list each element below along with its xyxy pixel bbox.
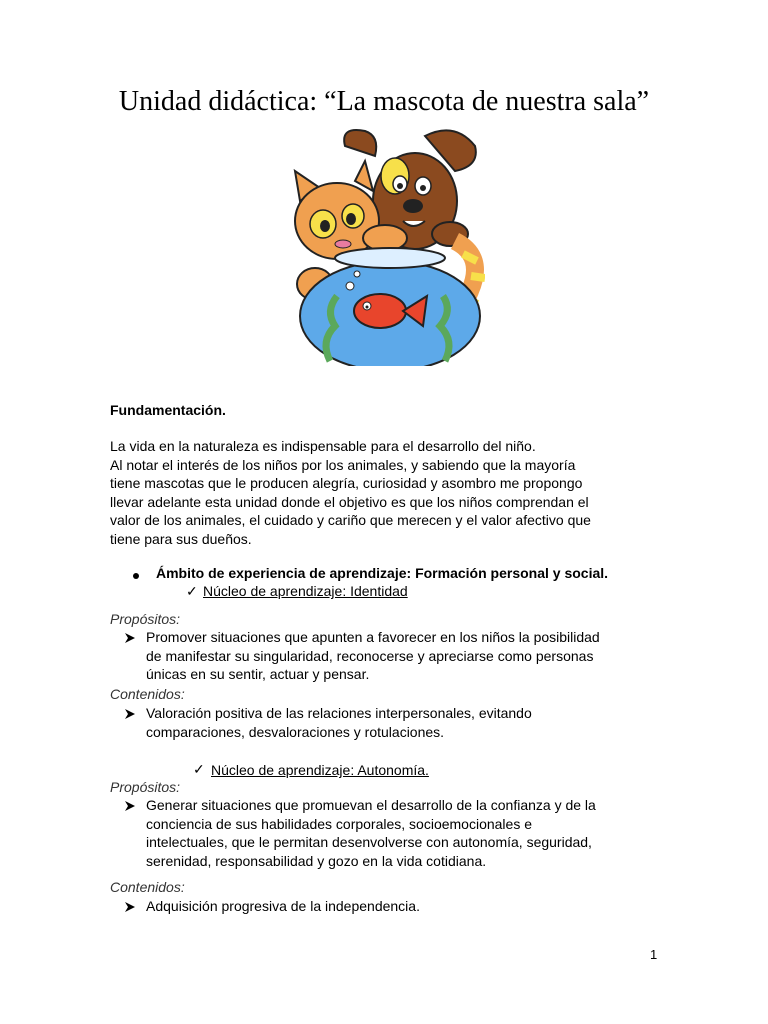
propositos-identidad-item (146, 628, 600, 684)
page-number: 1 (650, 947, 658, 962)
contenidos-label: Contenidos: (110, 686, 185, 702)
fundamentacion-paragraph (110, 437, 670, 548)
paragraph-line: tiene para sus dueños. (110, 530, 252, 547)
list-line: comparaciones, desvaloraciones y rotulaciones. (146, 723, 445, 740)
list-line: intelectuales, que le permitan desenvolverse con autonomía, seguridad, (146, 834, 592, 850)
contenidos-label: Contenidos: (110, 879, 185, 895)
propositos-label: Propósitos: (110, 779, 181, 795)
document-title: Unidad didáctica: “La mascota de nuestra sala” (118, 86, 650, 117)
paragraph-line: Al notar el interés de los niños por los animales, y sabiendo que la mayoría (110, 456, 576, 473)
checkmark-icon: ✓ (193, 761, 205, 777)
nucleo-identidad-title: Núcleo de aprendizaje: Identidad (203, 583, 408, 599)
arrow-bullet-icon (124, 706, 136, 725)
paragraph-line: La vida en la naturaleza es indispensable para el desarrollo del niño. (110, 438, 536, 454)
section-heading-fundamentacion: Fundamentación. (110, 402, 226, 418)
list-line: serenidad, responsabilidad y gozo en la vida cotidiana. (146, 852, 487, 869)
nucleo-autonomia-title: Núcleo de aprendizaje: Autonomía. (211, 762, 429, 778)
paragraph-line: tiene mascotas que le producen alegría, curiosidad y asombro me propongo (110, 475, 583, 491)
checkmark-icon: ✓ (186, 583, 198, 599)
list-line: Promover situaciones que apunten a favorecer en los niños la posibilidad (146, 629, 600, 645)
arrow-bullet-icon (124, 899, 136, 918)
paragraph-line: llevar adelante esta unidad donde el objetivo es que los niños comprendan el (110, 493, 589, 510)
list-line: de manifestar su singularidad, reconocerse y apreciarse como personas (146, 647, 594, 664)
list-line: Valoración positiva de las relaciones interpersonales, evitando (146, 705, 532, 721)
list-line: Generar situaciones que promuevan el desarrollo de la confianza y de la (146, 797, 596, 813)
list-line: conciencia de sus habilidades corporales, socioemocionales e (146, 815, 533, 832)
contenidos-autonomia-item (146, 897, 420, 916)
propositos-autonomia-item (146, 796, 596, 870)
bullet-dot-icon (133, 573, 139, 579)
arrow-bullet-icon (124, 630, 136, 649)
propositos-label: Propósitos: (110, 611, 181, 627)
contenidos-identidad-item (146, 704, 532, 741)
ambito-heading: Ámbito de experiencia de aprendizaje: Formación personal y social. (156, 565, 609, 581)
list-line: Adquisición progresiva de la independencia. (146, 898, 420, 914)
cat-dog-fishbowl-illustration (285, 126, 485, 366)
paragraph-line: valor de los animales, el cuidado y cariño que merecen y el valor afectivo que (110, 512, 591, 528)
list-line: únicas en su sentir, actuar y pensar. (146, 666, 370, 682)
arrow-bullet-icon (124, 798, 136, 817)
